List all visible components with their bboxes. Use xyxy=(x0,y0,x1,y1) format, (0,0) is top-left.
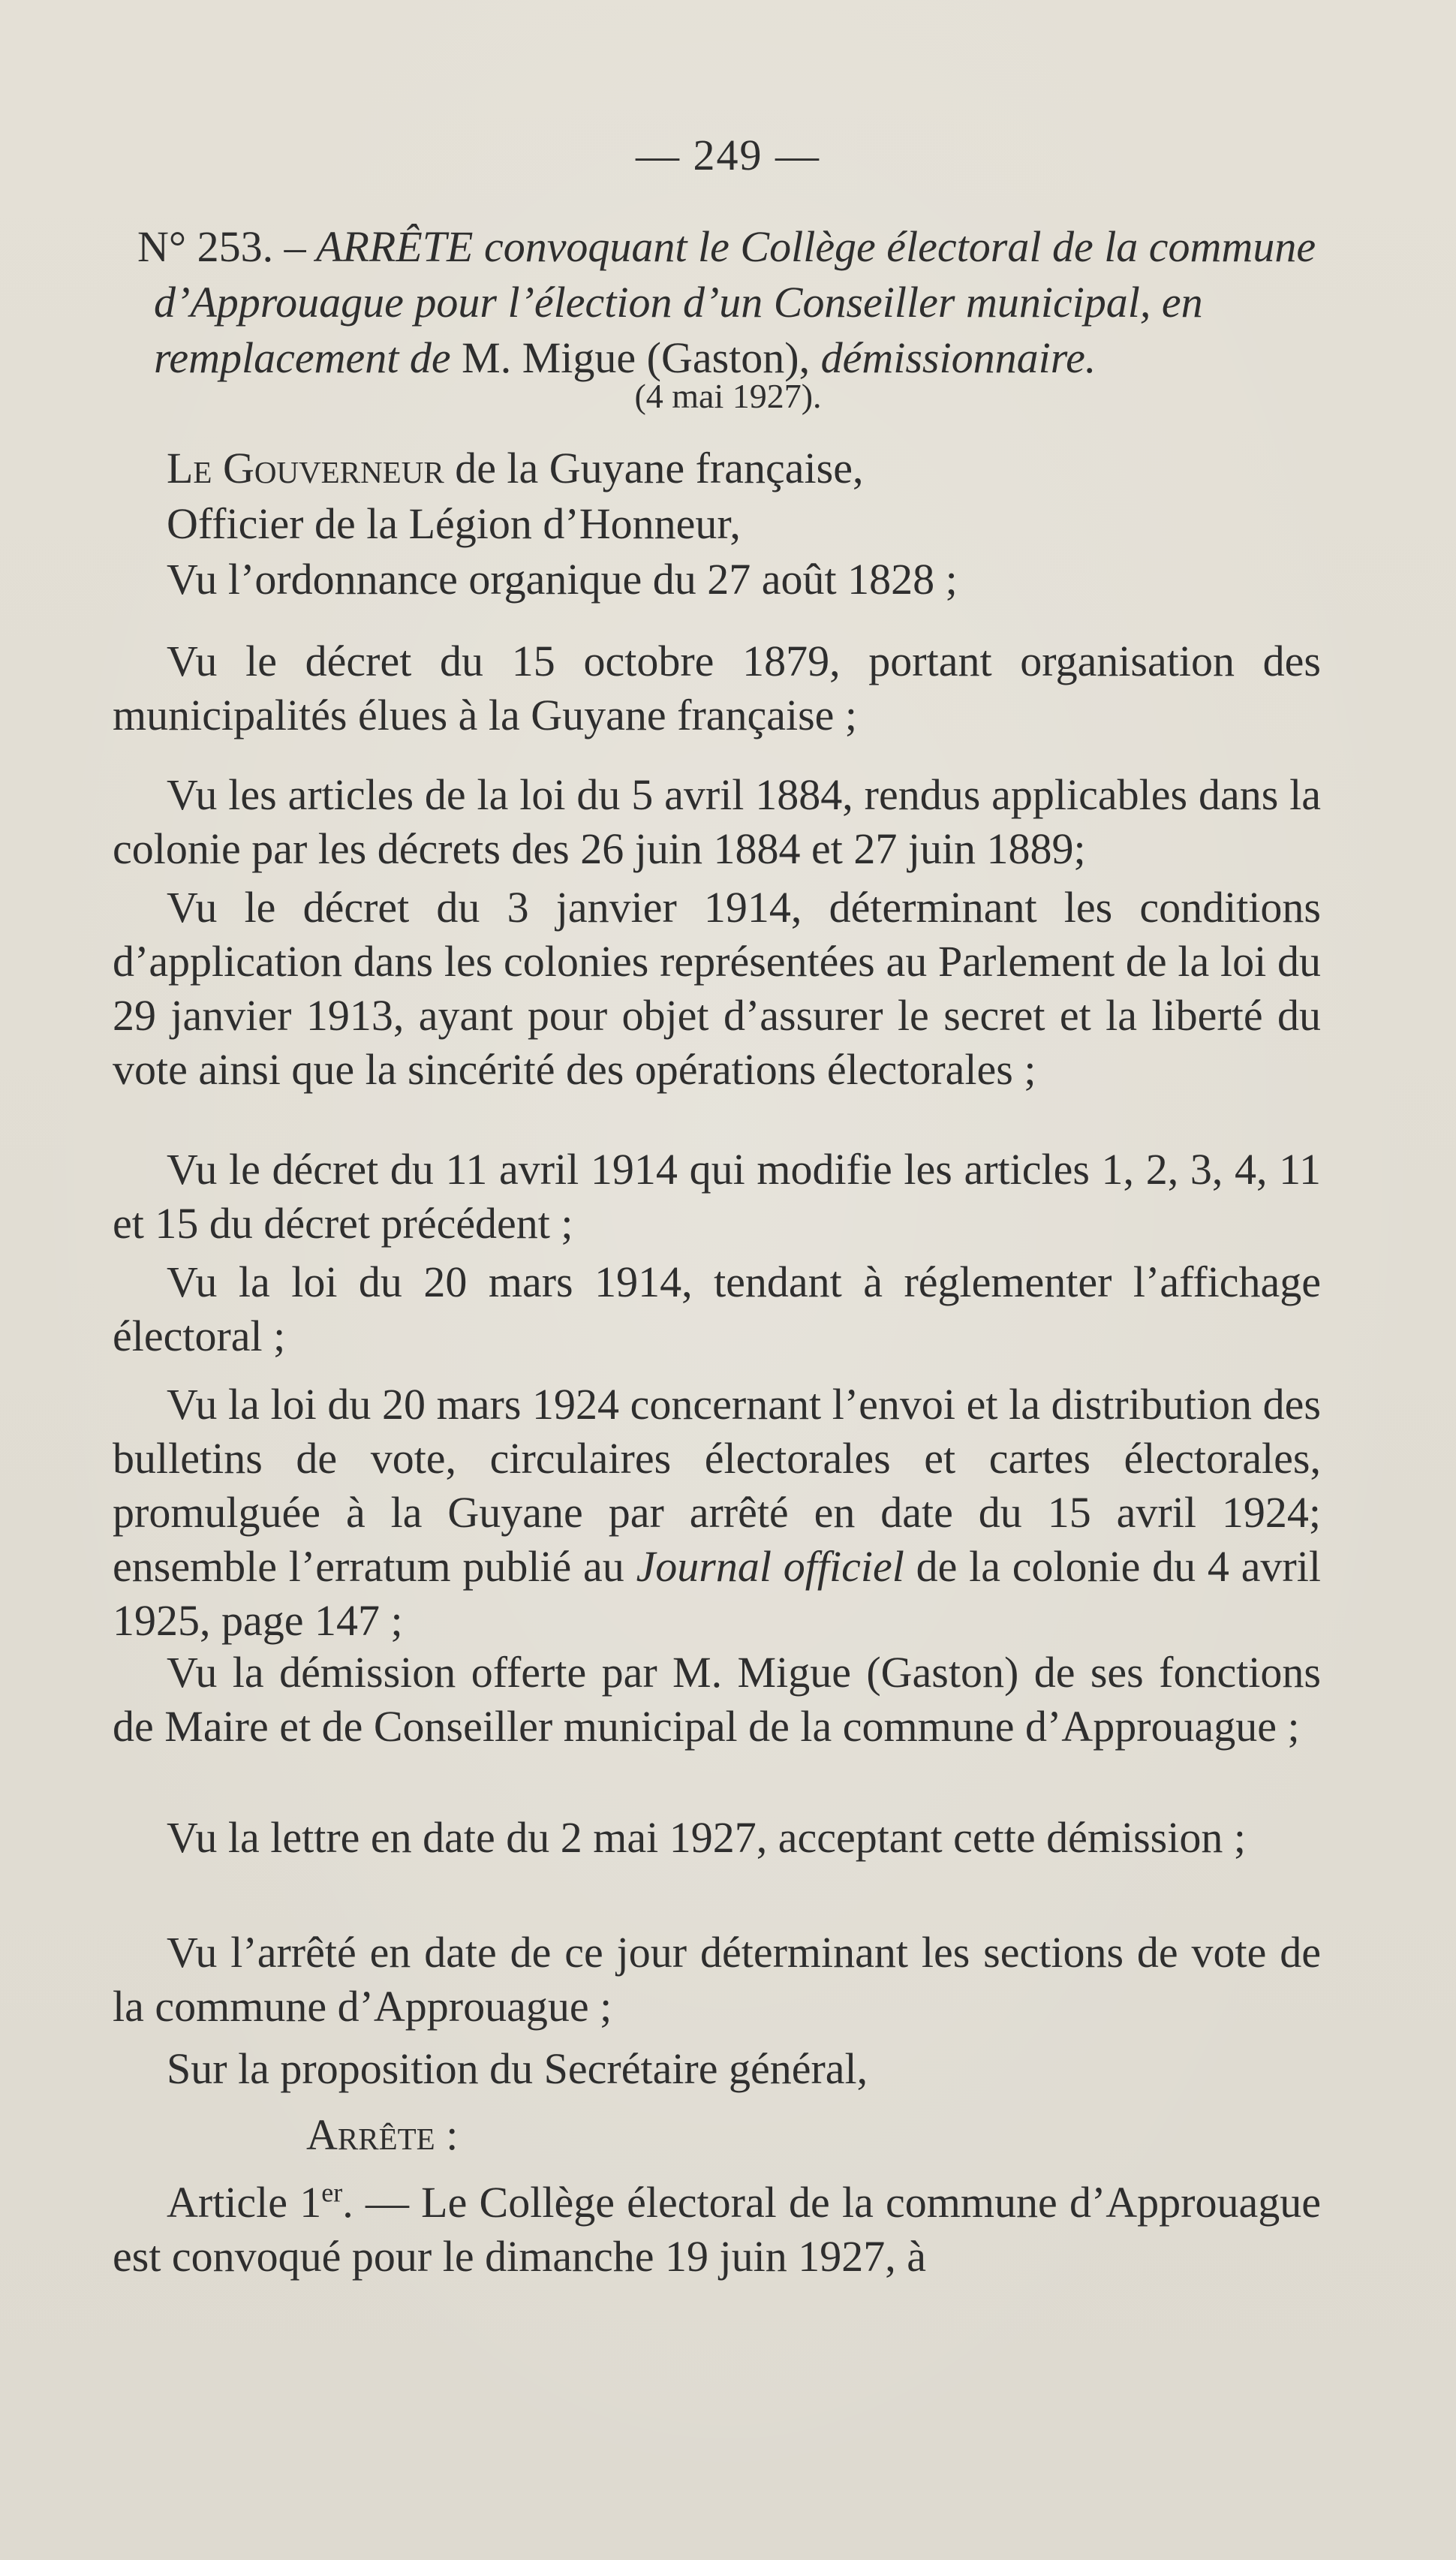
paragraph-decret-1879: Vu le décret du 15 octobre 1879, portant organisation des municipalités élues à la Guyane française ; xyxy=(113,637,1321,739)
loi-1924-text: Vu la loi du 20 mars 1924 concernant l’envoi et la distribution des bulletins de vote, circulaires électorales et cartes électorales, promulguée à la Guyane par arrêté en date du 15 avril 1924; ensemble l’erratum publié au xyxy=(113,1380,1321,1591)
article-label: Article 1 xyxy=(167,2178,322,2227)
article-text: . — Le Collège électoral de la commune d’Approuague est convoqué pour le dimanche 19 juin 1927, à xyxy=(113,2178,1321,2281)
paragraph-decret-avril-1914: Vu le décret du 11 avril 1914 qui modifie les articles 1, 2, 3, 4, 11 et 15 du décret précédent ; xyxy=(113,1145,1321,1248)
arrete-label xyxy=(113,2108,1321,2162)
decree-heading xyxy=(137,219,1325,386)
journal-officiel: Journal officiel xyxy=(636,1542,904,1591)
decree-date: (4 mai 1927). xyxy=(634,377,822,415)
paragraph-arrete-sections: Vu l’arrêté en date de ce jour déterminant les sections de vote de la commune d’Approuague ; xyxy=(113,1928,1321,2031)
paragraph-decret-janvier-1914: Vu le décret du 3 janvier 1914, déterminant les conditions d’application dans les colonies représentées au Parlement de la loi du 29 janvier 1913, ayant pour objet d’assurer le secret et la liberté du vote ainsi que la sincérité des opérations électorales ; xyxy=(113,883,1321,1094)
paragraph-lettre: Vu la lettre en date du 2 mai 1927, acceptant cette démission ; xyxy=(167,1813,1246,1862)
governor-rest: de la Guyane française, xyxy=(444,444,864,492)
decree-number: N° 253. xyxy=(137,222,274,271)
paragraph-proposition: Sur la proposition du Secrétaire général, xyxy=(167,2044,868,2093)
paragraph-loi-mars-1914: Vu la loi du 20 mars 1914, tendant à réglementer l’affichage électoral ; xyxy=(113,1257,1321,1360)
paragraph-loi-1884: Vu les articles de la loi du 5 avril 1884, rendus applicables dans la colonie par les décrets des 26 juin 1884 et 27 juin 1889; xyxy=(113,770,1321,873)
loi-1924-tail: de la colonie du 4 avril 1925, page 147 ; xyxy=(113,1542,1321,1645)
officer-line: Officier de la Légion d’Honneur, xyxy=(167,499,741,548)
decree-status: démissionnaire. xyxy=(820,333,1097,382)
paragraph-ordonnance: Vu l’ordonnance organique du 27 août 1828 ; xyxy=(167,555,958,604)
article-1 xyxy=(113,2176,1321,2284)
decree-title: – ARRÊTE convoquant le Collège électoral de la commune d’Approuague pour l’élection d’un Conseiller municipal, en remplacement de xyxy=(154,222,1316,382)
page-number: — 249 — xyxy=(636,131,820,179)
governor-line xyxy=(113,441,1321,495)
paragraph-loi-1924 xyxy=(113,1378,1321,1648)
decree-person: M. Migue (Gaston), xyxy=(462,333,821,382)
governor-prefix: Le Gouverneur xyxy=(167,444,444,492)
paragraph-demission: Vu la démission offerte par M. Migue (Gaston) de ses fonctions de Maire et de Conseiller municipal de la commune d’Approuague ; xyxy=(113,1648,1321,1751)
arrete-word: Arrête : xyxy=(306,2110,459,2159)
article-sup: er xyxy=(321,2177,343,2208)
